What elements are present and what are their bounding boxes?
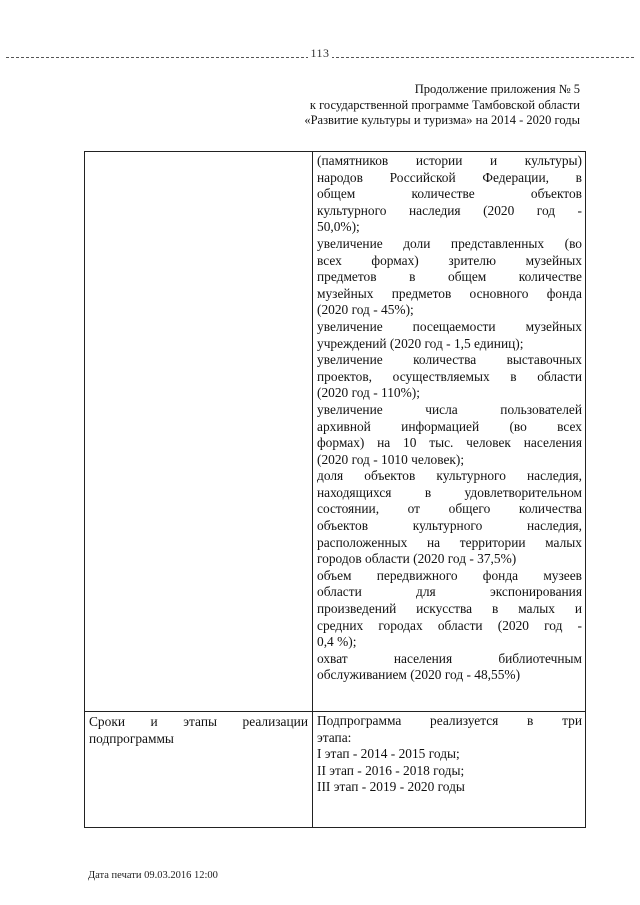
indicator-line: народов Российской Федерации, в <box>317 169 582 185</box>
indicator-line: всех формах) зрителю музейных <box>317 252 582 268</box>
indicator-line: (памятников истории и культуры) <box>317 153 582 168</box>
header-line-1: Продолжение приложения № 5 <box>414 82 580 96</box>
row1-right-cell <box>313 152 586 712</box>
indicator-line: общем количестве объектов <box>317 186 582 202</box>
indicator-line: объектов культурного наследия, <box>317 518 582 534</box>
stages-intro-cont: этапа: <box>317 729 352 745</box>
indicator-line: увеличение посещаемости музейных <box>317 318 582 334</box>
indicator-line: учреждений (2020 год - 1,5 единиц); <box>317 335 524 351</box>
implementation-terms-label-cont: подпрограммы <box>89 730 174 746</box>
row2-left-cell <box>85 712 313 828</box>
stage-2: II этап - 2016 - 2018 годы; <box>317 762 465 778</box>
indicator-line: области для экспонирования <box>317 584 582 600</box>
indicator-line: городов области (2020 год - 37,5%) <box>317 551 517 567</box>
header-line-2: к государственной программе Тамбовской области <box>309 97 580 112</box>
indicator-line: обслуживанием (2020 год - 48,55%) <box>317 667 521 683</box>
indicator-line: увеличение количества выставочных <box>317 352 582 368</box>
indicator-line: (2020 год - 110%); <box>317 385 420 401</box>
indicator-line: находящихся в удовлетворительном <box>317 484 582 500</box>
indicator-line: объем передвижного фонда музеев <box>317 567 582 583</box>
indicator-line: (2020 год - 45%); <box>317 302 414 318</box>
indicator-line: средних городах области (2020 год - <box>317 617 582 633</box>
header-line-3: «Развитие культуры и туризма» на 2014 - 2020 годы <box>304 113 580 127</box>
stage-3: III этап - 2019 - 2020 годы <box>317 779 465 795</box>
indicator-line: доля объектов культурного наследия, <box>317 468 582 484</box>
indicator-line: архивной информацией (во всех <box>317 418 582 434</box>
stages-intro: Подпрограмма реализуется в три <box>317 713 582 728</box>
indicator-line: состоянии, от общего количества <box>317 501 582 517</box>
indicator-line: (2020 год - 1010 человек); <box>317 451 465 467</box>
page-number: 113 <box>310 46 330 60</box>
indicator-line: проектов, осуществляемых в области <box>317 368 582 384</box>
indicator-line: предметов в общем количестве <box>317 269 582 285</box>
table-row <box>85 712 586 828</box>
indicator-line: охват населения библиотечным <box>317 650 582 666</box>
indicator-line: музейных предметов основного фонда <box>317 285 582 301</box>
indicator-line: 50,0%); <box>317 219 360 235</box>
indicator-line: произведений искусства в малых и <box>317 601 582 617</box>
print-date: Дата печати 09.03.2016 12:00 <box>88 870 218 881</box>
indicator-line: формах) на 10 тыс. человек населения <box>317 435 582 451</box>
stage-1: I этап - 2014 - 2015 годы; <box>317 746 460 762</box>
indicator-line: 0,4 %); <box>317 634 357 650</box>
indicators-text <box>313 152 585 684</box>
row1-left-cell <box>85 152 313 712</box>
indicator-line: расположенных на территории малых <box>317 534 582 550</box>
appendix-header <box>304 82 580 129</box>
implementation-terms-label: Сроки и этапы реализации <box>89 714 308 729</box>
indicator-line: увеличение числа пользователей <box>317 401 582 417</box>
row2-right-cell <box>313 712 586 828</box>
indicator-line: увеличение доли представленных (во <box>317 235 582 251</box>
table-row <box>85 152 586 712</box>
subprogram-table <box>84 151 586 828</box>
indicator-line: культурного наследия (2020 год - <box>317 202 582 218</box>
